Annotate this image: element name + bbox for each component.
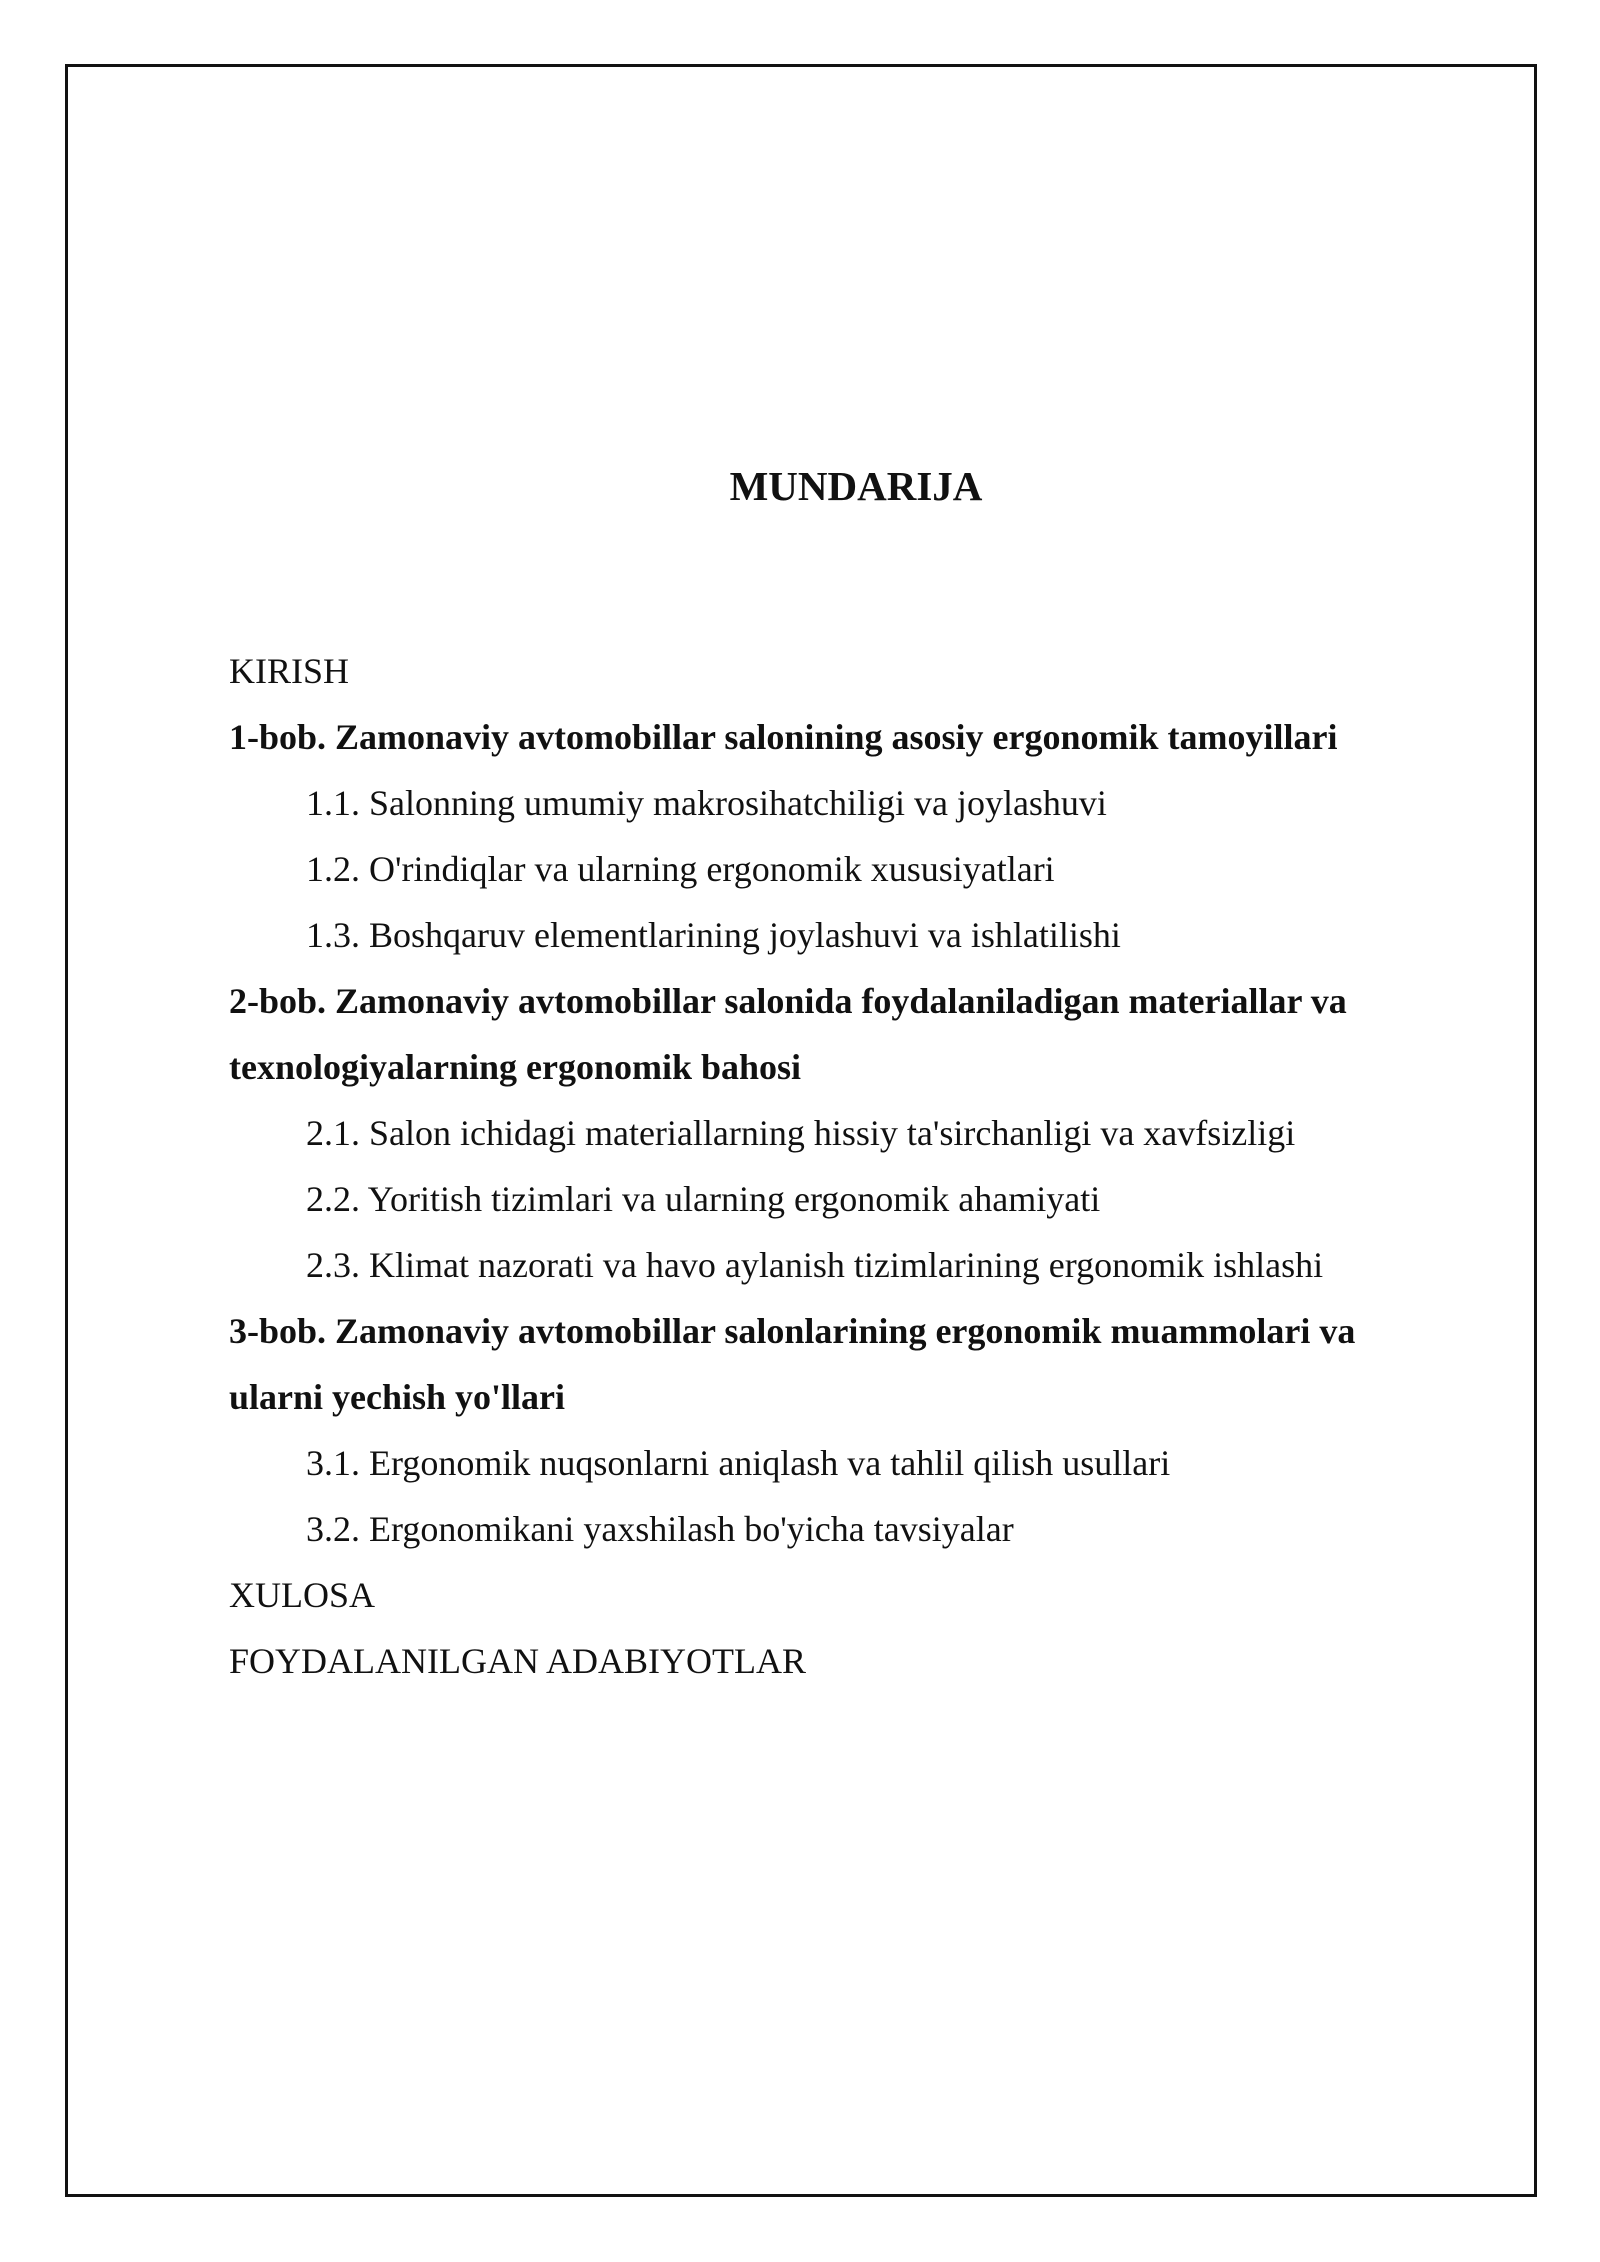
toc-section-2-3: 2.3. Klimat nazorati va havo aylanish tizimlarining ergonomik ishlashi: [306, 1245, 1324, 1285]
toc-section-1-1: 1.1. Salonning umumiy makrosihatchiligi va joylashuvi: [306, 783, 1107, 823]
toc-section-3-1: 3.1. Ergonomik nuqsonlarni aniqlash va tahlil qilish usullari: [306, 1443, 1171, 1483]
toc-section-2-2: 2.2. Yoritish tizimlari va ularning ergonomik ahamiyati: [306, 1179, 1101, 1219]
toc-entry-references: FOYDALANILGAN ADABIYOTLAR: [229, 1641, 806, 1681]
toc-section-1-2: 1.2. O'rindiqlar va ularning ergonomik xususiyatlari: [306, 849, 1055, 889]
document-title: MUNDARIJA: [729, 463, 983, 509]
toc-entry-introduction: KIRISH: [229, 651, 350, 691]
toc-entry-conclusion: XULOSA: [229, 1575, 376, 1615]
table-of-contents: [229, 638, 1429, 1694]
toc-section-2-1: 2.1. Salon ichidagi materiallarning hissiy ta'sirchanligi va xavfsizligi: [306, 1113, 1296, 1153]
toc-section-1-3: 1.3. Boshqaruv elementlarining joylashuvi va ishlatilishi: [306, 915, 1121, 955]
toc-chapter-3: 3-bob. Zamonaviy avtomobillar salonlarining ergonomik muammolari va ularni yechish yo'llari: [229, 1311, 1356, 1417]
toc-chapter-1: 1-bob. Zamonaviy avtomobillar salonining asosiy ergonomik tamoyillari: [229, 717, 1338, 757]
toc-chapter-2: 2-bob. Zamonaviy avtomobillar salonida foydalaniladigan materiallar va texnologiyalarning ergonomik bahosi: [229, 981, 1347, 1087]
toc-section-3-2: 3.2. Ergonomikani yaxshilash bo'yicha tavsiyalar: [306, 1509, 1014, 1549]
